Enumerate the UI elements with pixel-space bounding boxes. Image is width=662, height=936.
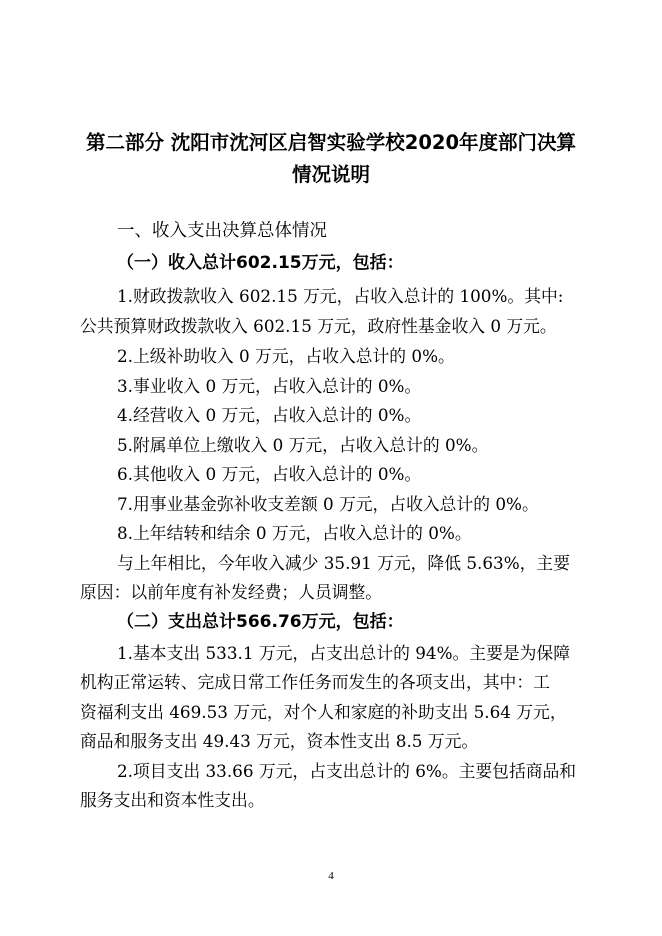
expense-item-1-line-4: 商品和服务支出 49.43 万元，资本性支出 8.5 万元。 [80, 731, 479, 751]
income-item-1-line-1: 1.财政拨款收入 602.15 万元，占收入总计的 100%。其中: [117, 286, 564, 306]
page-number: 4 [328, 870, 334, 882]
income-item-6: 6.其他收入 0 万元，占收入总计的 0%。 [117, 464, 422, 484]
expense-subheading: （二）支出总计566.76万元，包括： [117, 612, 404, 632]
expense-item-1-line-3: 资福利支出 469.53 万元，对个人和家庭的补助支出 5.64 万元， [80, 702, 567, 722]
income-item-8: 8.上年结转和结余 0 万元，占收入总计的 0%。 [117, 523, 472, 543]
income-item-4: 4.经营收入 0 万元，占收入总计的 0%。 [117, 405, 422, 425]
page-title-line-1: 第二部分 沈阳市沈河区启智实验学校2020年度部门决算 [85, 131, 577, 154]
income-comparison-line-2: 原因：以前年度有补发经费；人员调整。 [80, 582, 383, 602]
income-item-3: 3.事业收入 0 万元，占收入总计的 0%。 [117, 376, 422, 396]
expense-item-1-line-2: 机构正常运转、完成日常工作任务而发生的各项支出，其中：工 [80, 672, 550, 692]
income-item-2: 2.上级补助收入 0 万元，占收入总计的 0%。 [117, 346, 455, 366]
expense-item-2-line-2: 服务支出和资本性支出。 [80, 790, 265, 810]
page-title-line-2: 情况说明 [291, 163, 370, 186]
income-item-1-line-2: 公共预算财政拨款收入 602.15 万元，政府性基金收入 0 万元。 [80, 316, 557, 336]
income-comparison-line-1: 与上年相比，今年收入减少 35.91 万元，降低 5.63%，主要 [117, 553, 570, 573]
expense-item-2-line-1: 2.项目支出 33.66 万元，占支出总计的 6%。主要包括商品和 [117, 761, 577, 781]
income-subheading: （一）收入总计602.15万元，包括： [117, 253, 404, 273]
income-item-5: 5.附属单位上缴收入 0 万元，占收入总计的 0%。 [117, 435, 489, 455]
income-item-7: 7.用事业基金弥补收支差额 0 万元，占收入总计的 0%。 [117, 494, 539, 514]
section-heading: 一、收入支出决算总体情况 [117, 221, 327, 241]
expense-item-1-line-1: 1.基本支出 533.1 万元，占支出总计的 94%。主要是为保障 [117, 643, 570, 663]
